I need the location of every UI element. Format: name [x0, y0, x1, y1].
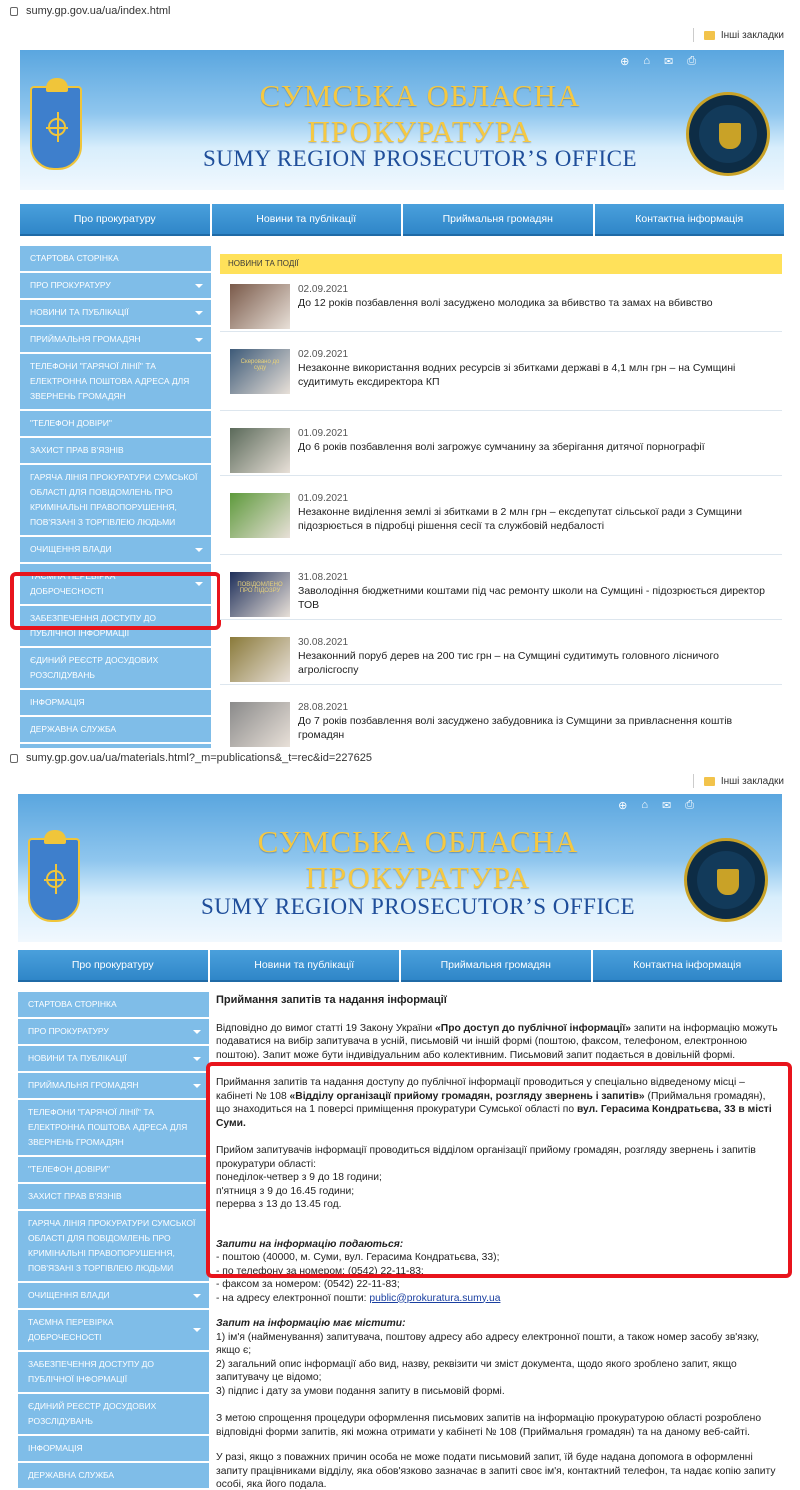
sidebar-item-label: СТАРТОВА СТОРІНКА: [30, 253, 119, 263]
sidebar-item-label: ЗАХИСТ ПРАВ В'ЯЗНІВ: [28, 1191, 122, 1201]
sitemap-icon[interactable]: ⊕: [618, 800, 628, 812]
sidebar-item-label: ЗАБЕЗПЕЧЕННЯ ДОСТУПУ ДО ПУБЛІЧНОЇ ІНФОРМАЦІЇ: [30, 613, 156, 638]
news-title-link[interactable]: Заволодіння бюджетними коштами під час ремонту школи на Сумщині - підозрюється директор ТОВ: [298, 585, 765, 611]
site-banner: [18, 794, 782, 942]
sidebar-item-12[interactable]: [20, 690, 211, 715]
other-bookmarks[interactable]: Інші закладки: [720, 775, 784, 787]
sidebar-item-11[interactable]: [18, 1394, 209, 1434]
article-location: Приймання запитів та надання доступу до публічної інформації проводиться у спеціально відведеному місці – кабінеті № 108 «Відділу організації прийому громадян, розгляду звернень і запитів» (Приймальня громадян), що знаходиться на 1 поверсі приміщення прокуратури Сумської області по вул. Герасима Кондратьєва, 33 в місті Суми.: [216, 1077, 772, 1129]
article-help: У разі, якщо з поважних причин особа не може подати письмовий запит, їй буде надана допомога в оформленні запиту працівниками відділу, яка обов'язково зазначає в запиті своє ім'я, контактний телефон, та надає копію запиту особі, яка його подала.: [216, 1452, 776, 1490]
sidebar-item-7[interactable]: [20, 465, 211, 535]
site-title-ua: СУМСЬКА ОБЛАСНА ПРОКУРАТУРА: [257, 824, 579, 895]
home-icon[interactable]: ⌂: [641, 799, 648, 811]
sidebar-item-label: ОЧИЩЕННЯ ВЛАДИ: [30, 544, 112, 554]
sidebar-item-1[interactable]: [18, 1019, 209, 1044]
highlight-box: [206, 1062, 792, 1278]
article-reception-hours: Прийом запитувачів інформації проводиться відділом організації прийому громадян, розгляду звернень і запитів прокуратури області: понеділок-четвер з 9 до 18 години; п'ятниця з 9 до 16.45 години; перерва з 13 до 13.45 год.: [216, 1145, 756, 1210]
sidebar-item-8[interactable]: [20, 537, 211, 562]
screenshot-materials: [0, 748, 800, 1490]
news-thumbnail[interactable]: [230, 349, 290, 394]
news-date: 02.09.2021: [298, 284, 349, 295]
prosecutor-emblem-icon: [686, 92, 770, 176]
chevron-down-icon: [193, 1294, 201, 1298]
sidebar-item-label: ДЕРЖАВНА СЛУЖБА: [28, 1470, 115, 1480]
news-date: 01.09.2021: [298, 428, 349, 439]
sidebar-item-11[interactable]: [20, 648, 211, 688]
sidebar-item-label: ТАЄМНА ПЕРЕВІРКА ДОБРОЧЕСНОСТІ: [28, 1317, 114, 1342]
sidebar-item-2[interactable]: [18, 1046, 209, 1071]
article-forms: З метою спрощення процедури оформлення письмових запитів на інформацію прокуратурою області розроблено відповідні форми запитів, які можна отримати у кабінеті № 108 (Приймальня громадян) та на даному веб-сайті.: [216, 1413, 762, 1438]
chevron-down-icon: [193, 1328, 201, 1332]
site-title-en: SUMY REGION PROSECUTOR’S OFFICE: [200, 894, 636, 919]
mail-icon[interactable]: ✉: [661, 800, 672, 812]
article-submit-methods: Запити на інформацію подаються: - поштою (40000, м. Суми, вул. Герасима Кондратьєва, 33); - по телефону за номером: (0542) 22-11-83; - факсом за номером: (0542) 22-11-83; - на адресу електронної пошти: public@prokuratura.sumy.ua: [216, 1238, 501, 1304]
sidebar-item-label: ТАЄМНА ПЕРЕВІРКА ДОБРОЧЕСНОСТІ: [30, 571, 116, 596]
site-title-ua: СУМСЬКА ОБЛАСНА ПРОКУРАТУРА: [259, 78, 581, 149]
chevron-down-icon: [193, 1057, 201, 1061]
nav-news[interactable]: Новини та публікації: [210, 950, 400, 982]
sidebar-menu: [20, 246, 211, 748]
chevron-down-icon: [195, 311, 203, 315]
site-title-en: SUMY REGION PROSECUTOR’S OFFICE: [202, 146, 638, 171]
nav-reception[interactable]: Приймальня громадян: [401, 950, 591, 982]
news-header: НОВИНИ ТА ПОДІЇ: [220, 254, 782, 274]
news-item[interactable]: [220, 420, 782, 476]
bookmarks-bar: [0, 768, 800, 794]
sidebar-item-5[interactable]: [18, 1157, 209, 1182]
sitemap-icon[interactable]: ⊕: [620, 56, 630, 68]
news-thumbnail[interactable]: [230, 702, 290, 747]
sidebar-item-label: ЗАХИСТ ПРАВ В'ЯЗНІВ: [30, 445, 124, 455]
header-icons: [618, 799, 694, 812]
sidebar-item-label: ПРИЙМАЛЬНЯ ГРОМАДЯН: [28, 1080, 139, 1090]
url-text: sumy.gp.gov.ua/ua/materials.html?_m=publications&_t=rec&id=227625: [26, 752, 372, 764]
sidebar-item-label: "ТЕЛЕФОН ДОВІРИ": [28, 1164, 110, 1174]
sidebar-item-0[interactable]: [18, 992, 209, 1017]
news-item[interactable]: [220, 694, 782, 748]
print-icon[interactable]: ⎙: [685, 799, 694, 811]
news-date: 31.08.2021: [298, 572, 349, 583]
chevron-down-icon: [195, 548, 203, 552]
lock-icon: [10, 7, 18, 16]
bookmarks-bar: [0, 22, 800, 48]
sidebar-item-label: ЄДИНИЙ РЕЄСТР ДОСУДОВИХ РОЗСЛІДУВАНЬ: [30, 655, 159, 680]
sidebar-item-0[interactable]: [20, 246, 211, 271]
news-item[interactable]: [220, 485, 782, 555]
sidebar-item-label: "ТЕЛЕФОН ДОВІРИ": [30, 418, 112, 428]
chevron-down-icon: [195, 284, 203, 288]
article-title: Приймання запитів та надання інформації: [216, 994, 447, 1006]
sidebar-item-10[interactable]: [18, 1352, 209, 1392]
news-thumbnail[interactable]: [230, 428, 290, 473]
news-thumbnail[interactable]: [230, 637, 290, 682]
print-icon[interactable]: ⎙: [687, 55, 696, 67]
chevron-down-icon: [195, 338, 203, 342]
sidebar-item-label: НОВИНИ ТА ПУБЛІКАЦІЇ: [28, 1053, 127, 1063]
article-intro: Відповідно до вимог статті 19 Закону України «Про доступ до публічної інформації» запити на інформацію можуть подаватися на вибір запитувача в усній, письмовій чи іншій формі (поштою, факсом, телефоном, електронною поштою). Запит може бути індивідуальним або колективним. Письмовий запит подається в довільній формі.: [216, 1022, 778, 1061]
news-title-link[interactable]: Незаконний поруб дерев на 200 тис грн – на Сумщині судитимуть головного лісничого агролісгоспу: [298, 650, 719, 676]
sidebar-item-12[interactable]: [18, 1436, 209, 1461]
sidebar-menu: [18, 992, 209, 1490]
news-thumbnail[interactable]: [230, 284, 290, 329]
news-date: 01.09.2021: [298, 493, 349, 504]
prosecutor-emblem-icon: [684, 838, 768, 922]
thumbnail-caption: Скеровано до суду: [240, 359, 280, 371]
sidebar-item-9[interactable]: [18, 1310, 209, 1350]
site-banner: [20, 50, 784, 190]
home-icon[interactable]: ⌂: [643, 55, 650, 67]
sidebar-item-7[interactable]: [18, 1211, 209, 1281]
news-title-link[interactable]: Незаконне виділення землі зі збитками в 2 млн грн – ексдепутат сільської ради з Сумщини підозрюється в підробці рішення сесії та службовій недбалості: [298, 506, 742, 532]
sidebar-item-label: ПРИЙМАЛЬНЯ ГРОМАДЯН: [30, 334, 141, 344]
sidebar-item-13[interactable]: [18, 1463, 209, 1488]
sidebar-item-3[interactable]: [20, 327, 211, 352]
nav-about[interactable]: Про прокуратуру: [20, 204, 210, 236]
other-bookmarks[interactable]: Інші закладки: [720, 29, 784, 41]
news-date: 30.08.2021: [298, 637, 349, 648]
sidebar-item-label: ГАРЯЧА ЛІНІЯ ПРОКУРАТУРИ СУМСЬКОЇ ОБЛАСТІ ДЛЯ ПОВІДОМЛЕНЬ ПРО КРИМІНАЛЬНІ ПРАВОПОРУШЕННЯ, ПОВ'ЯЗАНІ З ТОРГІВЛЕЮ ЛЮДЬМИ: [28, 1218, 196, 1273]
address-bar[interactable]: [0, 0, 800, 22]
lock-icon: [10, 754, 18, 763]
sidebar-item-4[interactable]: [18, 1100, 209, 1155]
news-title-link[interactable]: До 7 років позбавлення волі засуджено забудовника із Сумщини за привласнення коштів громадян: [298, 715, 733, 741]
sidebar-item-label: ОЧИЩЕННЯ ВЛАДИ: [28, 1290, 110, 1300]
sidebar-item-4[interactable]: [20, 354, 211, 409]
main-nav: [18, 950, 782, 982]
news-thumbnail[interactable]: [230, 493, 290, 538]
mail-icon[interactable]: ✉: [663, 56, 674, 68]
news-title-link[interactable]: До 12 років позбавлення волі засуджено молодика за вбивство та замах на вбивство: [298, 297, 713, 309]
nav-about[interactable]: Про прокуратуру: [18, 950, 208, 982]
folder-icon: [704, 31, 715, 40]
nav-contacts[interactable]: Контактна інформація: [595, 204, 785, 236]
address-bar[interactable]: [0, 748, 800, 768]
news-thumbnail[interactable]: [230, 572, 290, 617]
sidebar-item-1[interactable]: [20, 273, 211, 298]
sidebar-item-label: ДЕРЖАВНА СЛУЖБА: [30, 724, 117, 734]
sidebar-item-label: ПРО ПРОКУРАТУРУ: [30, 280, 111, 290]
coat-of-arms-icon: [28, 838, 80, 922]
email-link[interactable]: public@prokuratura.sumy.ua: [369, 1292, 501, 1304]
news-title-link[interactable]: Незаконне використання водних ресурсів зі збитками державі в 4,1 млн грн – на Сумщині судитимуть ексдиректора КП: [298, 362, 736, 388]
sidebar-item-label: ГАРЯЧА ЛІНІЯ ПРОКУРАТУРИ СУМСЬКОЇ ОБЛАСТІ ДЛЯ ПОВІДОМЛЕНЬ ПРО КРИМІНАЛЬНІ ПРАВОПОРУШЕННЯ, ПОВ'ЯЗАНІ З ТОРГІВЛЕЮ ЛЮДЬМИ: [30, 472, 198, 527]
article-request-content: Запит на інформацію має містити: 1) ім'я (найменування) запитувача, поштову адресу або адресу електронної пошти, а також номер засобу зв'язку, якщо є; 2) загальний опис інформації або вид, назву, реквізити чи зміст документа, щодо якого зроблено запит, якщо запитувачу це відомо; 3) підпис і дату за умови подання запиту в письмовій формі.: [216, 1318, 760, 1397]
sidebar-item-label: ІНФОРМАЦІЯ: [30, 697, 85, 707]
news-item[interactable]: [220, 341, 782, 411]
nav-contacts[interactable]: Контактна інформація: [593, 950, 783, 982]
thumbnail-caption: ПОВІДОМЛЕНО ПРО ПІДОЗРУ: [237, 582, 283, 594]
sidebar-item-6[interactable]: [20, 438, 211, 463]
news-date: 02.09.2021: [298, 349, 349, 360]
sidebar-item-6[interactable]: [18, 1184, 209, 1209]
sidebar-item-label: ІНФОРМАЦІЯ: [28, 1443, 83, 1453]
main-nav: [20, 204, 784, 236]
sidebar-item-label: ТЕЛЕФОНИ "ГАРЯЧОЇ ЛІНІЇ" ТА ЕЛЕКТРОННА ПОШТОВА АДРЕСА ДЛЯ ЗВЕРНЕНЬ ГРОМАДЯН: [28, 1107, 188, 1147]
nav-news[interactable]: Новини та публікації: [212, 204, 402, 236]
news-title-link[interactable]: До 6 років позбавлення волі загрожує сумчанину за зберігання дитячої порнографії: [298, 441, 705, 453]
highlight-box: [10, 572, 221, 630]
news-date: 28.08.2021: [298, 702, 349, 713]
news-item[interactable]: [220, 276, 782, 332]
chevron-down-icon: [193, 1030, 201, 1034]
sidebar-item-label: ЄДИНИЙ РЕЄСТР ДОСУДОВИХ РОЗСЛІДУВАНЬ: [28, 1401, 157, 1426]
news-item[interactable]: [220, 564, 782, 620]
sidebar-item-5[interactable]: [20, 411, 211, 436]
news-item[interactable]: [220, 629, 782, 685]
header-icons: [620, 55, 696, 68]
sidebar-item-13[interactable]: [20, 717, 211, 742]
nav-reception[interactable]: Приймальня громадян: [403, 204, 593, 236]
sidebar-item-3[interactable]: [18, 1073, 209, 1098]
chevron-down-icon: [193, 1084, 201, 1088]
sidebar-item-label: ТЕЛЕФОНИ "ГАРЯЧОЇ ЛІНІЇ" ТА ЕЛЕКТРОННА ПОШТОВА АДРЕСА ДЛЯ ЗВЕРНЕНЬ ГРОМАДЯН: [30, 361, 190, 401]
url-text: sumy.gp.gov.ua/ua/index.html: [26, 5, 171, 17]
folder-icon: [704, 777, 715, 786]
sidebar-item-label: ПРО ПРОКУРАТУРУ: [28, 1026, 109, 1036]
sidebar-item-8[interactable]: [18, 1283, 209, 1308]
sidebar-item-2[interactable]: [20, 300, 211, 325]
sidebar-item-label: НОВИНИ ТА ПУБЛІКАЦІЇ: [30, 307, 129, 317]
sidebar-item-label: ЗАБЕЗПЕЧЕННЯ ДОСТУПУ ДО ПУБЛІЧНОЇ ІНФОРМАЦІЇ: [28, 1359, 154, 1384]
coat-of-arms-icon: [30, 86, 82, 170]
sidebar-item-label: СТАРТОВА СТОРІНКА: [28, 999, 117, 1009]
